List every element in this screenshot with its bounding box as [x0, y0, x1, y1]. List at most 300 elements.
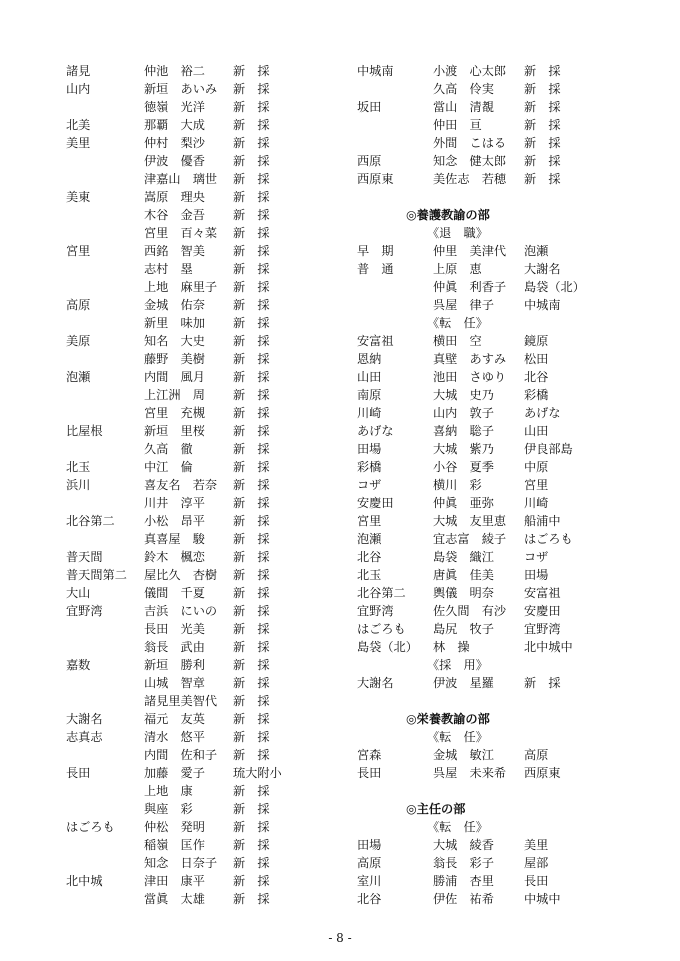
table-row [66, 368, 356, 386]
school-name: 宮森 [357, 748, 382, 762]
table-row [357, 494, 657, 512]
person-name: 輿儀 明奈 [433, 586, 494, 600]
table-row [66, 62, 356, 80]
table-row [66, 134, 356, 152]
person-name: 喜納 聡子 [433, 424, 494, 438]
assignment-type: 新 採 [233, 604, 270, 618]
person-name: 中江 倫 [144, 460, 193, 474]
person-name: 仲村 梨沙 [144, 136, 205, 150]
person-name: 福元 友英 [144, 712, 205, 726]
assignment-type: 新 採 [233, 190, 270, 204]
person-name: 稲嶺 匡作 [144, 838, 205, 852]
assignment-type: 新 採 [233, 316, 270, 330]
table-row [357, 476, 657, 494]
table-row [66, 530, 356, 548]
person-name: 仲眞 亜弥 [433, 496, 494, 510]
person-name: 島袋 織江 [433, 550, 494, 564]
table-row [357, 116, 657, 134]
person-name: 仲松 発明 [144, 820, 205, 834]
person-name: 佐久間 有沙 [433, 604, 507, 618]
assignment-type: 新 採 [524, 676, 561, 690]
school-name: 北玉 [357, 568, 382, 582]
assignment-type: 新 採 [233, 748, 270, 762]
subsection-heading-text: 《採 用》 [427, 658, 488, 672]
person-name: 島尻 牧子 [433, 622, 494, 636]
assignment-type: 新 採 [233, 838, 270, 852]
school-name: 北谷 [357, 550, 382, 564]
table-row [357, 80, 657, 98]
table-row [357, 170, 657, 188]
person-name: 宮里 百々菜 [144, 226, 218, 240]
person-name: 池田 さゆり [433, 370, 507, 384]
assignment-type: 中原 [524, 460, 549, 474]
table-row [357, 260, 657, 278]
subsection-heading-text: 《退 職》 [427, 226, 488, 240]
assignment-type: 新 採 [233, 784, 270, 798]
school-name: 島袋（北） [357, 640, 418, 654]
table-row [66, 674, 356, 692]
table-row [357, 620, 657, 638]
assignment-type: 新 採 [233, 334, 270, 348]
school-name: 宜野湾 [357, 604, 394, 618]
table-row [357, 458, 657, 476]
table-row [66, 692, 356, 710]
assignment-type: 北中城中 [524, 640, 573, 654]
blank-row [357, 782, 657, 800]
table-row [357, 62, 657, 80]
person-name: 伊波 優香 [144, 154, 205, 168]
person-name: 上地 康 [144, 784, 193, 798]
assignment-type: 新 採 [524, 64, 561, 78]
person-name: 長田 光美 [144, 622, 205, 636]
person-name: 西銘 智美 [144, 244, 205, 258]
assignment-type: 新 採 [233, 406, 270, 420]
assignment-type: 新 採 [233, 730, 270, 744]
school-name: 北谷 [357, 892, 382, 906]
assignment-type: はごろも [524, 532, 573, 546]
table-row [357, 746, 657, 764]
table-row [66, 440, 356, 458]
school-name: 室川 [357, 874, 382, 888]
section-heading [357, 206, 657, 224]
person-name: 伊波 星羅 [433, 676, 494, 690]
table-row [66, 746, 356, 764]
table-row [357, 422, 657, 440]
table-row [357, 602, 657, 620]
assignment-type: 新 採 [233, 550, 270, 564]
table-row [66, 620, 356, 638]
person-name: 當眞 太雄 [144, 892, 205, 906]
blank-row [357, 692, 657, 710]
person-name: 志村 塁 [144, 262, 193, 276]
person-name: 津嘉山 璃世 [144, 172, 218, 186]
assignment-type: 新 採 [233, 370, 270, 384]
assignment-type: 新 採 [233, 802, 270, 816]
assignment-type: 新 採 [233, 100, 270, 114]
table-row [357, 566, 657, 584]
table-row [66, 818, 356, 836]
table-row [66, 800, 356, 818]
page-number: - 8 - [328, 931, 352, 945]
assignment-type: 新 採 [233, 568, 270, 582]
table-row [66, 206, 356, 224]
assignment-type: 新 採 [233, 280, 270, 294]
school-name: 山内 [66, 82, 91, 96]
assignment-type: 中城南 [524, 298, 561, 312]
assignment-type: 山田 [524, 424, 549, 438]
table-row [66, 350, 356, 368]
school-name: 田場 [357, 838, 382, 852]
person-name: 内間 佐和子 [144, 748, 218, 762]
table-row [66, 80, 356, 98]
school-name: 長田 [357, 766, 382, 780]
table-row [357, 404, 657, 422]
table-row [66, 242, 356, 260]
assignment-type: 新 採 [233, 514, 270, 528]
table-row [66, 890, 356, 908]
table-row [66, 872, 356, 890]
person-name: 知念 健太郎 [433, 154, 507, 168]
table-row [66, 764, 356, 782]
subsection-heading [357, 818, 657, 836]
person-name: 川井 淳平 [144, 496, 205, 510]
table-row [66, 512, 356, 530]
school-name: 川崎 [357, 406, 382, 420]
school-name: 美東 [66, 190, 91, 204]
table-row [66, 386, 356, 404]
table-row [357, 332, 657, 350]
table-row [357, 764, 657, 782]
assignment-type: 新 採 [233, 820, 270, 834]
school-name: はごろも [66, 820, 115, 834]
table-row [357, 890, 657, 908]
assignment-type: 新 採 [233, 586, 270, 600]
person-name: 與座 彩 [144, 802, 193, 816]
assignment-type: 新 採 [233, 424, 270, 438]
table-row [66, 602, 356, 620]
assignment-type: 船浦中 [524, 514, 561, 528]
person-name: 藤野 美樹 [144, 352, 205, 366]
assignment-type: 中城中 [524, 892, 561, 906]
assignment-type: 安慶田 [524, 604, 561, 618]
person-name: 山内 敦子 [433, 406, 494, 420]
school-name: 北谷第二 [357, 586, 406, 600]
person-name: 久高 徹 [144, 442, 193, 456]
person-name: 嵩原 理央 [144, 190, 205, 204]
table-row [357, 836, 657, 854]
table-row [357, 674, 657, 692]
table-row [66, 422, 356, 440]
table-row [357, 278, 657, 296]
table-row [357, 386, 657, 404]
assignment-type: 彩橋 [524, 388, 549, 402]
school-name: はごろも [357, 622, 406, 636]
assignment-type: 新 採 [233, 226, 270, 240]
table-row [357, 530, 657, 548]
table-row [66, 116, 356, 134]
assignment-type: 松田 [524, 352, 549, 366]
subsection-heading-text: 《転 任》 [427, 820, 488, 834]
assignment-type: 田場 [524, 568, 549, 582]
assignment-type: 新 採 [233, 460, 270, 474]
school-name: 普天間第二 [66, 568, 127, 582]
subsection-heading-text: 《転 任》 [427, 730, 488, 744]
table-row [357, 440, 657, 458]
person-name: 金城 佑奈 [144, 298, 205, 312]
table-row [357, 548, 657, 566]
person-name: 仲眞 利香子 [433, 280, 507, 294]
table-row [66, 854, 356, 872]
section-heading-text: ◎養護教諭の部 [406, 208, 490, 222]
assignment-type: 新 採 [524, 136, 561, 150]
school-name: 比屋根 [66, 424, 103, 438]
assignment-type: 新 採 [233, 136, 270, 150]
school-name: 北谷第二 [66, 514, 115, 528]
table-row [66, 98, 356, 116]
person-name: 大城 友里恵 [433, 514, 507, 528]
person-name: 知念 日奈子 [144, 856, 218, 870]
table-row [66, 332, 356, 350]
assignment-type: 美里 [524, 838, 549, 852]
right-column [357, 62, 657, 908]
person-name: 加藤 愛子 [144, 766, 205, 780]
assignment-type: 川崎 [524, 496, 549, 510]
assignment-type: 新 採 [524, 154, 561, 168]
assignment-type: 鏡原 [524, 334, 549, 348]
person-name: 翁長 彩子 [433, 856, 494, 870]
assignment-type: 新 採 [233, 712, 270, 726]
school-name: 美原 [66, 334, 91, 348]
assignment-type: 新 採 [233, 118, 270, 132]
person-name: 仲田 亘 [433, 118, 482, 132]
assignment-type: 宜野湾 [524, 622, 561, 636]
school-name: 恩納 [357, 352, 382, 366]
person-name: 鈴木 楓恋 [144, 550, 205, 564]
person-name: 翁長 武由 [144, 640, 205, 654]
school-name: 安慶田 [357, 496, 394, 510]
person-name: 新垣 勝利 [144, 658, 205, 672]
school-name: 泡瀬 [357, 532, 382, 546]
person-name: 林 操 [433, 640, 470, 654]
person-name: 宜志富 綾子 [433, 532, 507, 546]
school-name: 宮里 [66, 244, 91, 258]
assignment-type: 安富祖 [524, 586, 561, 600]
assignment-type: 泡瀬 [524, 244, 549, 258]
school-name: 高原 [357, 856, 382, 870]
person-name: 金城 敏江 [433, 748, 494, 762]
person-name: 勝浦 杏里 [433, 874, 494, 888]
person-name: 新里 味加 [144, 316, 205, 330]
assignment-type: 新 採 [233, 244, 270, 258]
person-name: 儀間 千夏 [144, 586, 205, 600]
assignment-type: 琉大附小 [233, 766, 282, 780]
subsection-heading-text: 《転 任》 [427, 316, 488, 330]
school-name: 田場 [357, 442, 382, 456]
subsection-heading [357, 224, 657, 242]
person-name: 小渡 心太郎 [433, 64, 507, 78]
assignment-type: 新 採 [233, 172, 270, 186]
school-name: 山田 [357, 370, 382, 384]
school-name: あげな [357, 424, 394, 438]
school-name: 嘉数 [66, 658, 91, 672]
assignment-type: 新 採 [233, 442, 270, 456]
school-name: 宮里 [357, 514, 382, 528]
assignment-type: 新 採 [233, 658, 270, 672]
person-name: 知名 大史 [144, 334, 205, 348]
table-row [357, 350, 657, 368]
subsection-heading [357, 314, 657, 332]
table-row [66, 656, 356, 674]
school-name: 北玉 [66, 460, 91, 474]
person-name: 屋比久 杏樹 [144, 568, 218, 582]
table-row [357, 296, 657, 314]
section-heading-text: ◎主任の部 [406, 802, 466, 816]
person-name: 呉屋 律子 [433, 298, 494, 312]
school-name: 早 期 [357, 244, 394, 258]
school-name: 普天間 [66, 550, 103, 564]
left-column [66, 62, 356, 908]
person-name: 大城 史乃 [433, 388, 494, 402]
person-name: 美佐志 若穂 [433, 172, 507, 186]
assignment-type: 新 採 [524, 118, 561, 132]
table-row [66, 296, 356, 314]
person-name: 仲里 美津代 [433, 244, 507, 258]
table-row [66, 188, 356, 206]
person-name: 横川 彩 [433, 478, 482, 492]
assignment-type: 島袋（北） [524, 280, 585, 294]
person-name: 内間 風月 [144, 370, 205, 384]
school-name: 大謝名 [357, 676, 394, 690]
school-name: 長田 [66, 766, 91, 780]
person-name: 唐眞 佳美 [433, 568, 494, 582]
school-name: 大山 [66, 586, 91, 600]
school-name: 大謝名 [66, 712, 103, 726]
person-name: 山城 智章 [144, 676, 205, 690]
assignment-type: コザ [524, 550, 549, 564]
table-row [357, 242, 657, 260]
assignment-type: 長田 [524, 874, 549, 888]
person-name: 上原 恵 [433, 262, 482, 276]
person-name: 新垣 里桜 [144, 424, 205, 438]
person-name: 大城 紫乃 [433, 442, 494, 456]
table-row [66, 152, 356, 170]
person-name: 外間 こはる [433, 136, 507, 150]
table-row [357, 854, 657, 872]
assignment-type: 西原東 [524, 766, 561, 780]
table-row [66, 638, 356, 656]
assignment-type: 新 採 [233, 478, 270, 492]
assignment-type: 新 採 [233, 298, 270, 312]
school-name: 彩橋 [357, 460, 382, 474]
table-row [66, 566, 356, 584]
person-name: 吉浜 にいの [144, 604, 218, 618]
table-row [66, 404, 356, 422]
assignment-type: 新 採 [233, 874, 270, 888]
person-name: 小松 昂平 [144, 514, 205, 528]
person-name: 真喜屋 駿 [144, 532, 205, 546]
person-name: 當山 清覩 [433, 100, 494, 114]
table-row [66, 314, 356, 332]
person-name: 上江洲 周 [144, 388, 205, 402]
person-name: 仲池 裕二 [144, 64, 205, 78]
school-name: 坂田 [357, 100, 382, 114]
table-row [66, 224, 356, 242]
table-row [66, 494, 356, 512]
school-name: 西原 [357, 154, 382, 168]
assignment-type: 新 採 [233, 640, 270, 654]
assignment-type: 新 採 [233, 82, 270, 96]
person-name: 新垣 あいみ [144, 82, 218, 96]
assignment-type: あげな [524, 406, 561, 420]
assignment-type: 新 採 [233, 892, 270, 906]
school-name: 宜野湾 [66, 604, 103, 618]
person-name: 那覇 大成 [144, 118, 205, 132]
table-row [66, 728, 356, 746]
section-heading [357, 710, 657, 728]
assignment-type: 新 採 [524, 172, 561, 186]
blank-row [357, 188, 657, 206]
table-row [66, 710, 356, 728]
assignment-type: 新 採 [233, 676, 270, 690]
assignment-type: 新 採 [233, 532, 270, 546]
assignment-type: 高原 [524, 748, 549, 762]
person-name: 清水 悠平 [144, 730, 205, 744]
person-name: 諸見里美智代 [144, 694, 218, 708]
table-row [357, 134, 657, 152]
person-name: 上地 麻里子 [144, 280, 218, 294]
section-heading-text: ◎栄養教諭の部 [406, 712, 490, 726]
assignment-type: 新 採 [233, 694, 270, 708]
table-row [66, 170, 356, 188]
person-name: 徳嶺 光洋 [144, 100, 205, 114]
person-name: 呉屋 未来希 [433, 766, 507, 780]
person-name: 小谷 夏季 [433, 460, 494, 474]
table-row [66, 476, 356, 494]
subsection-heading [357, 728, 657, 746]
school-name: 志真志 [66, 730, 103, 744]
table-row [66, 458, 356, 476]
school-name: 南原 [357, 388, 382, 402]
school-name: 北中城 [66, 874, 103, 888]
table-row [357, 872, 657, 890]
assignment-type: 大謝名 [524, 262, 561, 276]
assignment-type: 北谷 [524, 370, 549, 384]
table-row [66, 260, 356, 278]
table-row [357, 152, 657, 170]
school-name: 中城南 [357, 64, 394, 78]
person-name: 横田 空 [433, 334, 482, 348]
assignment-type: 新 採 [524, 100, 561, 114]
school-name: 高原 [66, 298, 91, 312]
person-name: 真壁 あすみ [433, 352, 507, 366]
assignment-type: 屋部 [524, 856, 549, 870]
table-row [66, 836, 356, 854]
assignment-type: 新 採 [233, 496, 270, 510]
table-row [357, 638, 657, 656]
school-name: 安富祖 [357, 334, 394, 348]
assignment-type: 新 採 [233, 262, 270, 276]
person-name: 宮里 充槻 [144, 406, 205, 420]
school-name: コザ [357, 478, 382, 492]
table-row [357, 584, 657, 602]
school-name: 泡瀬 [66, 370, 91, 384]
section-heading [357, 800, 657, 818]
table-row [357, 512, 657, 530]
assignment-type: 伊良部島 [524, 442, 573, 456]
assignment-type: 新 採 [233, 352, 270, 366]
assignment-type: 新 採 [524, 82, 561, 96]
table-row [66, 548, 356, 566]
